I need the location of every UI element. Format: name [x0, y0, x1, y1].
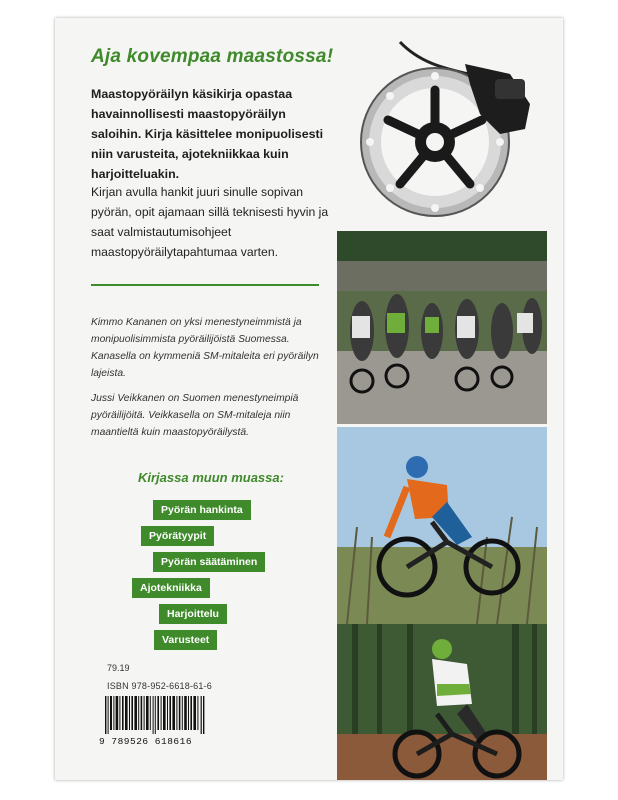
classification-code: 79.19 — [107, 663, 130, 673]
topic-tag: Pyörän säätäminen — [153, 552, 265, 572]
jump-rider-photo — [337, 427, 547, 624]
topic-tag: Varusteet — [154, 630, 217, 650]
cover-headline: Aja kovempaa maastossa! — [91, 46, 334, 67]
topic-tag: Pyörätyypit — [141, 526, 214, 546]
forest-rider-photo — [337, 624, 547, 780]
barcode-number: 9 789526 618616 — [99, 736, 193, 747]
topics-heading: Kirjassa muun muassa: — [138, 470, 284, 485]
topic-tag: Ajotekniikka — [132, 578, 210, 598]
intro-paragraph: Kirjan avulla hankit juuri sinulle sopivan pyörän, opit ajamaan sillä teknisesti hyvin ja saat valmistautumisohjeet maastopyöräilytapahtumaa varten. — [91, 185, 329, 259]
barcode-icon — [105, 696, 205, 734]
author-bio-veikkanen: Jussi Veikkanen on Suomen menestyneimpiä pyöräilijöitä. Veikkasella on SM-mitaleja niin maantieltä kuin maastopyöräilystä. — [91, 393, 299, 438]
topic-tag: Pyörän hankinta — [153, 500, 251, 520]
disc-brake-image — [360, 24, 536, 234]
book-back-cover — [55, 18, 563, 780]
race-peloton-photo — [337, 231, 547, 424]
author-bio-kananen: Kimmo Kananen on yksi menestyneimmistä ja monipuolisimmista pyöräilijöistä Suomessa. Kanasella on kymmeniä SM-mitaleita eri pyöräilyn lajeista. — [91, 317, 319, 379]
isbn-text: ISBN 978-952-6618-61-6 — [107, 681, 212, 691]
topic-tag: Harjoittelu — [159, 604, 227, 624]
divider-line — [91, 284, 319, 286]
intro-bold-paragraph: Maastopyöräilyn käsikirja opastaa havainnollisesti maastopyöräilyn saloihin. Kirja käsittelee monipuolisesti niin varusteita, ajotekniikkaa kuin harjoitteluakin. — [91, 87, 324, 181]
